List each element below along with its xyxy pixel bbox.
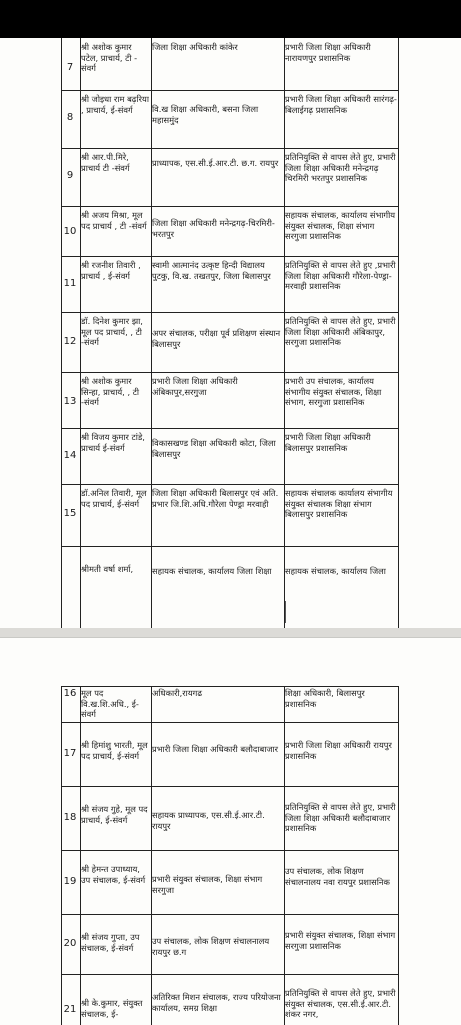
officer-name-cell: श्री आर.पी.मिरे, प्राचार्य टी -संवर्ग <box>81 152 130 173</box>
current-post-cell: सहायक संचालक, कार्यालय जिला शिक्षा <box>152 566 272 576</box>
officer-name-cell: श्री रजनीश तिवारी , प्राचार्य , ई-संवर्ग <box>81 260 141 281</box>
officer-name-cell: श्री हेमन्त उपाध्याय, उप संचालक, ई-संवर्ग <box>81 864 146 885</box>
new-post-cell: सहायक संचालक, कार्यालय जिला <box>285 566 386 576</box>
new-post-cell: उप संचालक, लोक शिक्षण संचालनालय नवा रायपुर प्रशासनिक <box>285 866 390 887</box>
new-post-cell: प्रतिनियुक्ति से वापस लेते हुए, प्रभारी जिला शिक्षा अधिकारी अंबिकापुर, सरगुजा प्रशासनिक <box>285 316 396 348</box>
officer-name-cell: श्री संजय गुप्ता, उप संचालक, ई-संवर्ग <box>81 932 140 953</box>
officer-name-cell: श्री जोइधा राम बढ़रिया , प्राचार्य, ई-संवर्ग <box>81 94 149 115</box>
officer-name-cell: श्री अजय मिश्रा, मूल पद प्राचार्य , टी -संवर्ग <box>81 210 147 231</box>
table-row <box>61 914 399 974</box>
current-post-cell: जिला शिक्षा अधिकारी बिलासपुर एवं अति. प्रभार जि.शि.अधि.गौरेला पेण्ड्रा मरवाही <box>152 488 279 509</box>
serial-number: 12 <box>63 336 77 347</box>
table-row <box>61 148 399 206</box>
new-post-cell: प्रभारी जिला शिक्षा अधिकारी नारायणपुर प्रशासनिक <box>285 42 371 63</box>
serial-number: 20 <box>63 938 77 949</box>
table-row <box>61 722 399 786</box>
table-row <box>61 372 399 428</box>
new-post-cell: प्रभारी जिला शिक्षा अधिकारी बिलासपुर प्रशासनिक <box>285 432 371 453</box>
serial-number: 10 <box>63 226 77 237</box>
table-row <box>61 974 399 1025</box>
serial-number: 14 <box>63 450 77 461</box>
new-post-cell: प्रभारी जिला शिक्षा अधिकारी रायपुर प्रशासनिक <box>285 740 392 761</box>
new-post-cell: प्रभारी जिला शिक्षा अधिकारी सारंगढ़-बिलाईगढ़ प्रशासनिक <box>285 94 397 115</box>
current-post-cell: अतिरिक्त मिशन संचालक, राज्य परियोजना कार्यालय, समग्र शिक्षा <box>152 992 281 1013</box>
officer-name-cell: श्री के.कुमार, संयुक्त संचालक, ई- <box>81 998 143 1019</box>
new-post-cell: सहायक संचालक कार्यालय संभागीय संयुक्त संचालक शिक्षा संभाग बिलासपुर प्रशासनिक <box>285 488 393 520</box>
table-row <box>61 686 399 722</box>
current-post-cell: प्रभारी संयुक्त संचालक, शिक्षा संभाग सरगुजा <box>152 874 263 895</box>
table-row <box>61 786 399 850</box>
table-row <box>61 206 399 256</box>
serial-number: 18 <box>63 812 77 823</box>
table-row <box>61 312 399 372</box>
current-post-cell: अधिकारी,रायगढ <box>152 688 202 698</box>
new-post-cell: प्रतिनियुक्ति से वापस लेते हुए, प्रभारी जिला शिक्षा अधिकारी मनेन्द्रगढ़ चिरमिरी भरतपुर प्रशासनिक <box>285 152 396 184</box>
officer-name-cell: श्री अशोक कुमार सिन्हा, प्राचार्य, , टी -संवर्ग <box>81 376 140 408</box>
table-row <box>61 90 399 148</box>
table-row <box>61 850 399 914</box>
new-post-cell: प्रतिनियुक्ति से वापस लेते हुए, प्रभारी जिला शिक्षा अधिकारी बलौदाबाजार प्रशासनिक <box>285 802 396 834</box>
current-post-cell: जिला शिक्षा अधिकारी मनेन्द्रगढ़-चिरमिरी-भरतपुर <box>152 218 275 239</box>
current-post-cell: जिला शिक्षा अधिकारी कांकेर <box>152 42 238 52</box>
table-row <box>61 546 399 584</box>
serial-number: 21 <box>63 1004 77 1015</box>
serial-number: 17 <box>63 748 77 759</box>
current-post-cell: प्रभारी जिला शिक्षा अधिकारी अंबिकापुर,सरगुजा <box>152 376 238 397</box>
officer-name-cell: डॉ. दिनेश कुमार झा, मूल पद प्राचार्य, , टी -संवर्ग <box>81 316 143 348</box>
officer-name-cell: डॉ.अनिल तिवारी, मूल पद प्राचार्य, ई-संवर्ग <box>81 488 147 509</box>
serial-number: 13 <box>63 396 77 407</box>
new-post-cell: प्रभारी संयुक्त संचालक, शिक्षा संभाग सरगुजा प्रशासनिक <box>285 930 396 951</box>
current-post-cell: वि.ख शिक्षा अधिकारी, बसना जिला महासमुंद <box>152 104 259 125</box>
table-row <box>61 38 399 90</box>
current-post-cell: अपर संचालक, परीक्षा पूर्व प्रशिक्षण संस्थान बिलासपुर <box>152 328 281 349</box>
current-post-cell: स्वामी आत्मानंद उत्कृष्ट हिन्दी विद्यालय पुटकु, वि.ख. तखतपुर, जिला बिलासपुर <box>152 260 271 281</box>
current-post-cell: सहायक प्राध्यापक, एस.सी.ई.आर.टी. रायपुर <box>152 810 265 831</box>
serial-number: 8 <box>66 112 74 123</box>
new-post-cell: सहायक संचालक, कार्यालय संभागीय संयुक्त संचालक, शिक्षा संभाग सरगुजा प्रशासनिक <box>285 210 396 242</box>
officer-name-cell: श्री अशोक कुमार पटेल, प्राचार्य, टी - संवर्ग <box>81 42 138 74</box>
current-post-cell: उप संचालक, लोक शिक्षण संचालनालय रायपुर छ.ग <box>152 936 270 957</box>
officer-name-cell: श्रीमती वर्षा शर्मा, <box>81 564 134 574</box>
officer-name-cell: मूल पद वि.ख.शि.अधि., ई-संवर्ग <box>81 688 139 720</box>
document-page-1 <box>0 38 461 628</box>
top-black-bar <box>0 0 461 38</box>
serial-number: 7 <box>66 62 74 73</box>
document-page-2 <box>0 637 461 1025</box>
officer-name-cell: श्री हिमांशु भारती, मूल पद प्राचार्य, ई-संवर्ग <box>81 740 148 761</box>
serial-number: 19 <box>63 876 77 887</box>
serial-number: 9 <box>66 170 74 181</box>
new-post-cell: शिक्षा अधिकारी, बिलासपुर प्रशासनिक <box>285 688 365 709</box>
table-row <box>61 256 399 312</box>
new-post-cell: प्रतिनियुक्ति से वापस लेते हुए, प्रभारी संयुक्त संचालक, एस.सी.ई.आर.टी. शंकर नगर, <box>285 988 396 1020</box>
serial-number: 11 <box>63 278 77 289</box>
table-row <box>61 428 399 484</box>
current-post-cell: प्रभारी जिला शिक्षा अधिकारी बलौदाबाजार <box>152 744 279 754</box>
new-post-cell: प्रभारी उप संचालक, कार्यालय संभागीय संयुक्त संचालक, शिक्षा संभाग, सरगुजा प्रशासनिक <box>285 376 382 408</box>
page-gap <box>0 628 461 637</box>
new-post-cell: प्रतिनियुक्ति से वापस लेते हुए ,प्रभारी जिला शिक्षा अधिकारी गौरेला-पेण्ड्रा- मरवाही प्रशासनिक <box>285 260 396 292</box>
current-post-cell: विकासखण्ड शिक्षा अधिकारी कोटा, जिला बिलासपुर <box>152 438 276 459</box>
officer-name-cell: श्री संजय गुहे, मूल पद प्राचार्य, ई-संवर्ग <box>81 804 148 825</box>
table-row <box>61 484 399 546</box>
serial-number: 15 <box>63 508 77 519</box>
serial-number: 16 <box>63 688 77 699</box>
current-post-cell: प्राध्यापक, एस.सी.ई.आर.टी. छ.ग. रायपुर <box>152 158 279 168</box>
scan-mark <box>285 601 286 623</box>
officer-name-cell: श्री विजय कुमार टांडे, प्राचार्य ई-संवर्ग <box>81 432 145 453</box>
